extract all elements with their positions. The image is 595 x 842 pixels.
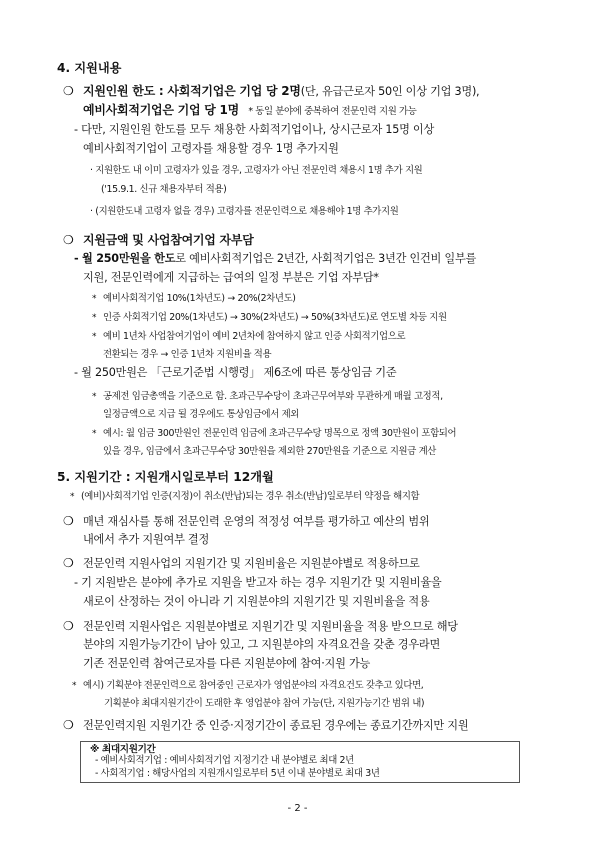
bullet-annual-review: ❍ 매년 재심사를 통해 전문인력 운영의 적정성 여부를 평가하고 예산의 범위	[63, 514, 430, 528]
dot-item: · 지원한도 내 이미 고령자가 있을 경우, 고령자가 아닌 전문인력 채용시 1명 추가 지원	[90, 165, 423, 176]
box-title: ※ 최대지원기간	[90, 744, 156, 755]
star-item: * 예비 1년차 사업참여기업이 예비 2년차에 참여하지 않고 인증 사회적기업으로	[92, 331, 406, 342]
bullet-certification-end: ❍ 전문인력지원 지원기간 중 인증·지정기간이 종료된 경우에는 종료기간까지만 지원	[63, 718, 469, 732]
star-marker-icon: *	[92, 294, 97, 304]
star-item: * 인증 사회적기업 20%(1차년도) → 30%(2차년도) → 50%(3차년도)로 연도별 차등 지원	[92, 312, 447, 323]
dot-item: · (지원한도내 고령자 없을 경우) 고령자를 전문인력으로 채용해야 1명 추가지원	[90, 206, 399, 217]
dash-item: - 월 250만원은 「근로기준법 시행령」 제6조에 따른 통상임금 기준	[74, 366, 397, 379]
star-note: * 예시) 기획분야 전문인력으로 참여중인 근로자가 영업분야의 자격요건도 갖추고 있다면,	[72, 680, 424, 691]
dash-item-cont: 지원, 전문인력에게 지급하는 급여의 일정 부분은 기업 자부담*	[83, 271, 379, 284]
star-marker-icon: *	[70, 492, 75, 502]
circle-bullet-icon: ❍	[63, 619, 74, 633]
star-note-cont: 일정금액으로 지급 될 경우에도 통상임금에서 제외	[103, 409, 299, 420]
star-marker-icon: *	[92, 429, 97, 439]
box-line: - 예비사회적기업 : 예비사회적기업 지정기간 내 분야별로 최대 2년	[95, 755, 354, 766]
star-note: * 공제전 임금총액을 기준으로 함. 초과근무수당이 초과근무여부와 무관하게 매월 고정적,	[92, 391, 443, 402]
star-item-cont: 전환되는 경우 → 인증 1년차 지원비율 적용	[103, 349, 272, 360]
star-note-cont: 기획분야 최대지원기간이 도래한 후 영업분야 참여 가능(단, 지원가능기간 범위 내)	[104, 698, 425, 709]
star-note: * (예비)사회적기업 인증(지정)이 취소(반납)되는 경우 취소(반납)일로부터 약정을 해지함	[70, 491, 420, 502]
circle-bullet-icon: ❍	[63, 556, 74, 570]
max-support-period-box	[80, 741, 520, 783]
star-marker-icon: *	[92, 313, 97, 323]
bullet-cont: 내에서 추가 지원여부 결정	[83, 533, 210, 546]
bullet-field-switch: ❍ 전문인력 지원사업은 지원분야별로 지원기간 및 지원비율을 적용 받으므로 해당	[63, 619, 458, 633]
bullet-period-by-field: ❍ 전문인력 지원사업의 지원기간 및 지원비율은 지원분야별로 적용하므로	[63, 556, 420, 570]
box-line: - 사회적기업 : 해당사업의 지원개시일로부터 5년 이내 분야별로 최대 3년	[95, 768, 380, 779]
dash-item-cont: 예비사회적기업이 고령자를 채용할 경우 1명 추가지원	[83, 142, 339, 155]
star-marker-icon: *	[92, 332, 97, 342]
circle-bullet-icon: ❍	[63, 233, 74, 247]
star-marker-icon: *	[72, 681, 77, 691]
dash-item: - 기 지원받은 분야에 추가로 지원을 받고자 하는 경우 지원기간 및 지원비율을	[74, 576, 442, 589]
section-heading-5: 5. 지원기간 : 지원개시일로부터 12개월	[57, 470, 274, 484]
circle-bullet-icon: ❍	[63, 84, 74, 98]
bullet-support-headcount: ❍ 지원인원 한도 : 사회적기업은 기업 당 2명(단, 유급근로자 50인 이상 기업 3명),	[63, 84, 480, 98]
star-item: * 예비사회적기업 10%(1차년도) → 20%(2차년도)	[92, 293, 296, 304]
dash-item: - 월 250만원을 한도로 예비사회적기업은 2년간, 사회적기업은 3년간 인건비 일부를	[74, 252, 477, 265]
star-note-cont: 있을 경우, 임금에서 초과근무수당 30만원을 제외한 270만원을 기준으로 지원금 계산	[103, 446, 436, 457]
circle-bullet-icon: ❍	[63, 718, 74, 732]
bullet-support-amount: ❍ 지원금액 및 사업참여기업 자부담	[63, 233, 254, 247]
bullet-cont: 기존 전문인력 참여근로자를 다른 지원분야에 참여·지원 가능	[83, 657, 371, 670]
dot-item-cont: ('15.9.1. 신규 채용자부터 적용)	[101, 184, 227, 195]
bullet-cont: 분야의 지원가능기간이 남아 있고, 그 지원분야의 자격요건을 갖춘 경우라면	[83, 638, 441, 651]
star-note: * 예시: 월 임금 300만원인 전문인력 임금에 초과근무수당 명목으로 정액 30만원이 포함되어	[92, 428, 457, 439]
star-marker-icon: *	[92, 392, 97, 402]
dash-item-cont: 새로이 산정하는 것이 아니라 기 지원분야의 지원기간 및 지원비율을 적용	[83, 595, 430, 608]
bullet-support-headcount-line2: 예비사회적기업은 기업 당 1명 * 동일 분야에 중복하여 전문인력 지원 가능	[83, 103, 417, 117]
dash-item: - 다만, 지원인원 한도를 모두 채용한 사회적기업이나, 상시근로자 15명 이상	[74, 123, 435, 136]
section-heading-4: 4. 지원내용	[57, 61, 122, 75]
circle-bullet-icon: ❍	[63, 514, 74, 528]
page-number: - 2 -	[287, 803, 308, 814]
